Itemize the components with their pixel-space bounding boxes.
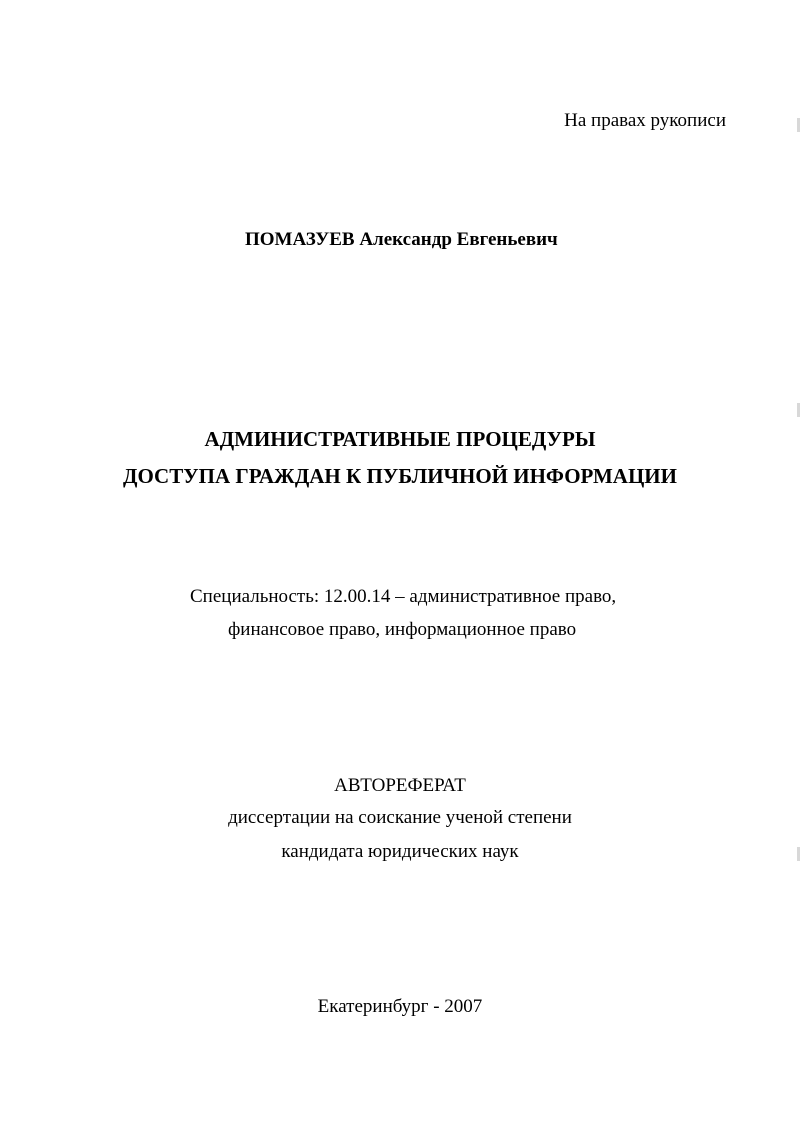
specialty-line-2: финансовое право, информационное право: [228, 619, 577, 640]
manuscript-note: На правах рукописи: [564, 110, 726, 131]
author-name: ПОМАЗУЕВ Александр Евгеньевич: [245, 229, 558, 250]
specialty-line-1: Специальность: 12.00.14 – административное право,: [190, 586, 617, 607]
abstract-type: АВТОРЕФЕРАТ: [334, 775, 466, 796]
abstract-line-2: кандидата юридических наук: [281, 841, 519, 862]
city-year: Екатеринбург - 2007: [317, 996, 483, 1017]
abstract-line-1: диссертации на соискание ученой степени: [228, 807, 572, 828]
title-line-2: ДОСТУПА ГРАЖДАН К ПУБЛИЧНОЙ ИНФОРМАЦИИ: [123, 464, 677, 488]
title-line-1: АДМИНИСТРАТИВНЫЕ ПРОЦЕДУРЫ: [204, 427, 596, 451]
